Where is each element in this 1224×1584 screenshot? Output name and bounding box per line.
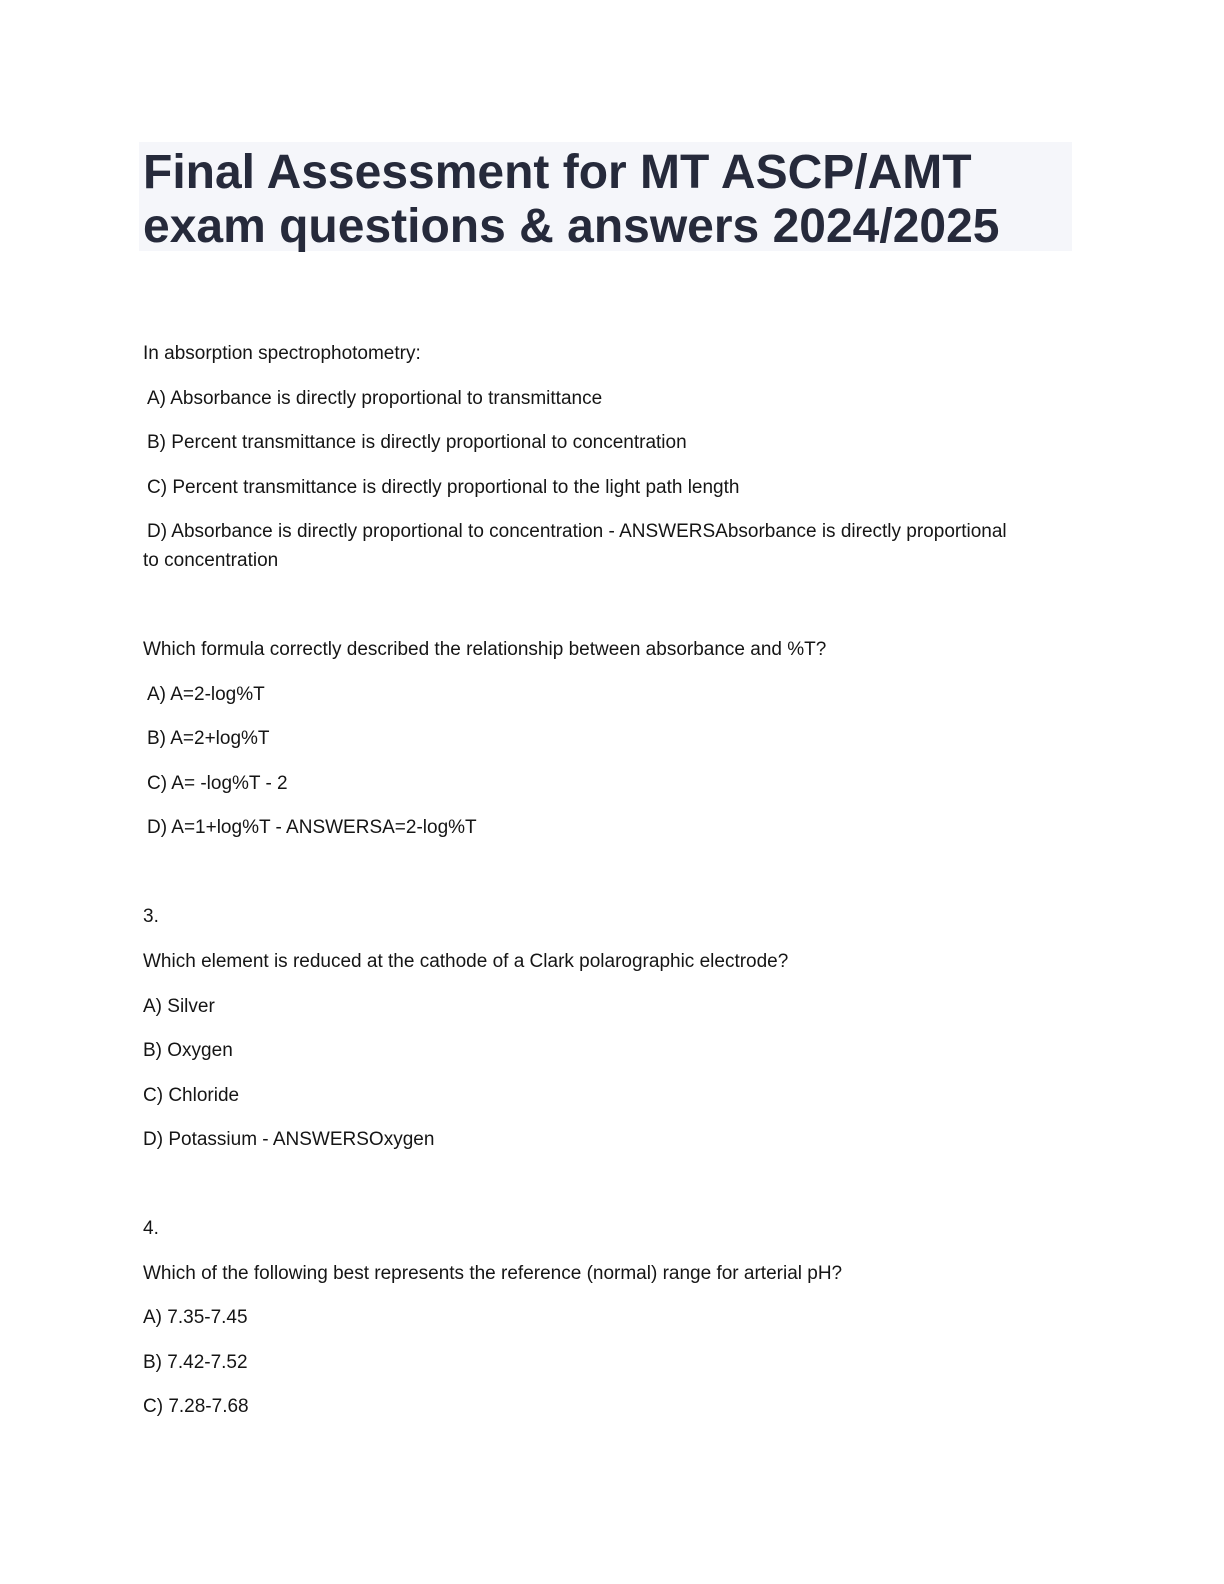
question-3-stem: Which element is reduced at the cathode of a Clark polarographic electrode? (143, 951, 789, 972)
question-4-option-c: C) 7.28-7.68 (143, 1396, 249, 1417)
question-4-number: 4. (143, 1218, 159, 1239)
question-2-option-d: D) A=1+log%T - ANSWERSA=2-log%T (147, 817, 477, 838)
document-title-box (139, 142, 1072, 251)
question-1-option-c: C) Percent transmittance is directly proportional to the light path length (147, 477, 740, 498)
question-4-option-b: B) 7.42-7.52 (143, 1352, 248, 1373)
question-2-option-a: A) A=2-log%T (147, 684, 265, 705)
question-3-option-b: B) Oxygen (143, 1040, 233, 1061)
question-1-stem: In absorption spectrophotometry: (143, 343, 421, 364)
document-title-line-1: Final Assessment for MT ASCP/AMT (143, 146, 972, 199)
question-2-stem: Which formula correctly described the relationship between absorbance and %T? (143, 639, 827, 660)
question-1-option-d: D) Absorbance is directly proportional to concentration - ANSWERSAbsorbance is directly proportional (147, 521, 1007, 542)
question-3-option-d: D) Potassium - ANSWERSOxygen (143, 1129, 435, 1150)
question-3-number: 3. (143, 906, 159, 927)
question-1-option-b: B) Percent transmittance is directly proportional to concentration (147, 432, 687, 453)
question-2-option-b: B) A=2+log%T (147, 728, 270, 749)
question-1-option-a: A) Absorbance is directly proportional to transmittance (147, 388, 603, 409)
question-2-option-c: C) A= -log%T - 2 (147, 773, 288, 794)
document-title-line-2: exam questions & answers 2024/2025 (143, 200, 1000, 253)
question-4-option-a: A) 7.35-7.45 (143, 1307, 248, 1328)
question-3-option-a: A) Silver (143, 996, 215, 1017)
question-1-option-d-continuation: to concentration (143, 550, 279, 571)
question-4-stem: Which of the following best represents the reference (normal) range for arterial pH? (143, 1263, 843, 1284)
question-3-option-c: C) Chloride (143, 1085, 240, 1106)
